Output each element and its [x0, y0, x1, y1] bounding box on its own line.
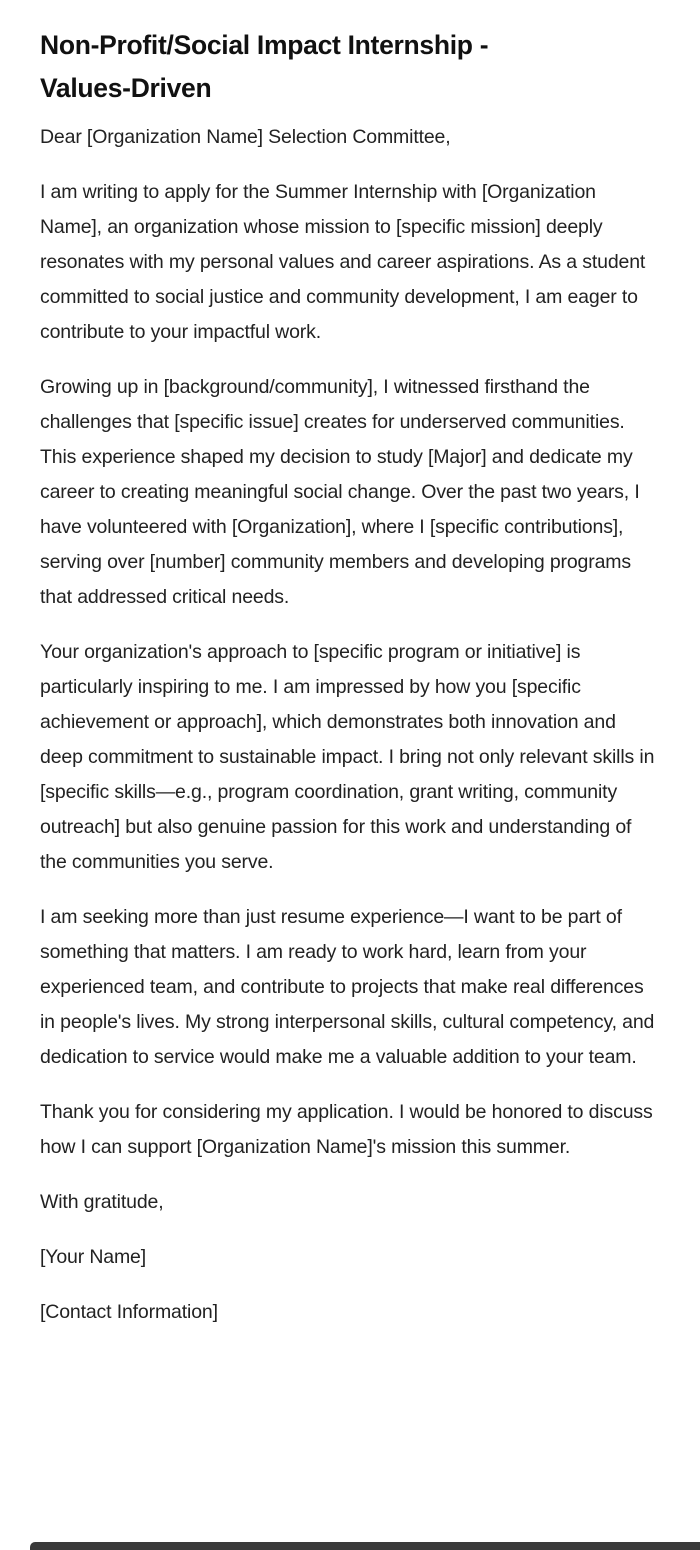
paragraph-intro: I am writing to apply for the Summer Internship with [Organization Name], an organization whose mission to [specific mission] deeply resonates with my personal values and career aspirations. As a student committed to social justice and community development, I am eager to contribute to your impactful work. — [40, 181, 646, 343]
salutation: Dear [Organization Name] Selection Committee, — [40, 126, 451, 148]
bottom-cutoff-bar — [30, 1542, 700, 1550]
contact-info: [Contact Information] — [40, 1301, 218, 1323]
letter-title-line1: Non-Profit/Social Impact Internship - — [40, 30, 489, 60]
paragraph-organization-fit: Your organization's approach to [specific program or initiative] is particularly inspiring to me. I am impressed by how you [specific achievement or approach], which demonstrates both innovation and deep commitment to sustainable impact. I bring not only relevant skills in [specific skills—e.g., program coordination, grant writing, community outreach] but also genuine passion for this work and understanding of the communities you serve. — [40, 641, 655, 873]
closing: With gratitude, — [40, 1191, 164, 1213]
paragraph-background: Growing up in [background/community], I witnessed firsthand the challenges that [specific issue] creates for underserved communities. This experience shaped my decision to study [Major] and dedicate my career to creating meaningful social change. Over the past two years, I have volunteered with [Organization], where I [specific contributions], serving over [number] community members and developing programs that addressed critical needs. — [40, 376, 640, 608]
letter-title-line2: Values-Driven — [40, 73, 212, 103]
paragraph-motivation: I am seeking more than just resume experience—I want to be part of something that matters. I am ready to work hard, learn from your experienced team, and contribute to projects that make real differences in people's lives. My strong interpersonal skills, cultural competency, and dedication to service would make me a valuable addition to your team. — [40, 906, 655, 1068]
letter-title — [40, 24, 655, 110]
paragraph-thanks: Thank you for considering my application. I would be honored to discuss how I can support [Organization Name]'s mission this summer. — [40, 1101, 653, 1158]
signature-name: [Your Name] — [40, 1246, 147, 1268]
